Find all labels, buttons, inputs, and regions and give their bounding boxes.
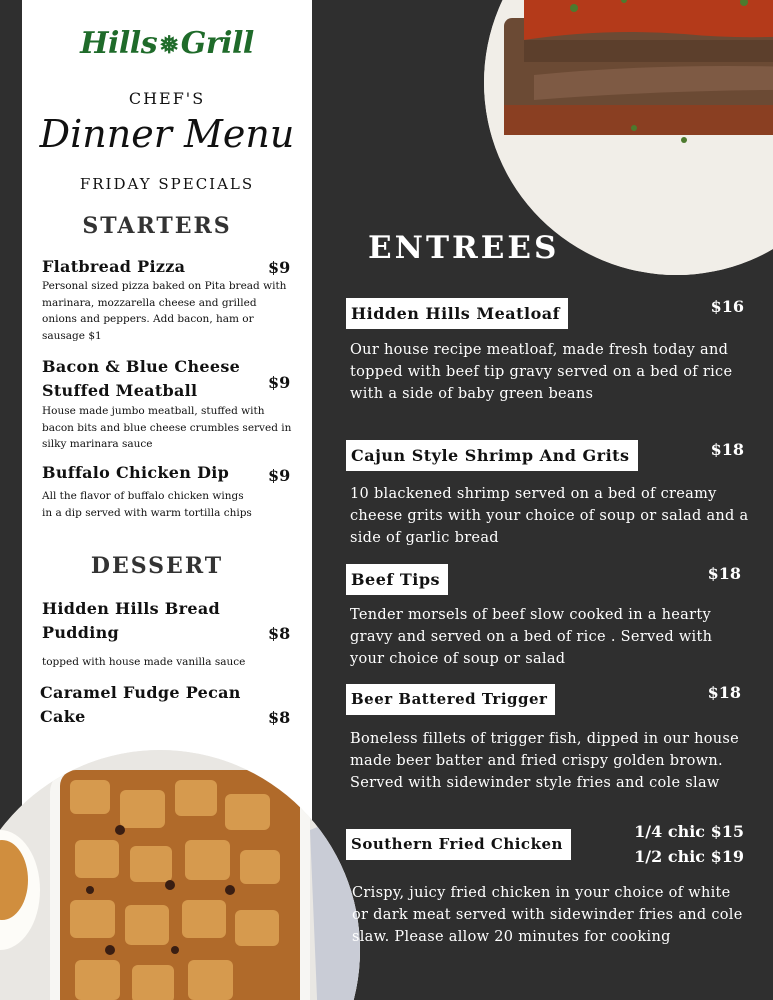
starter-description: Personal sized pizza baked on Pita bread with marinara, mozzarella cheese and grilled onions and peppers. Add bacon, ham or sausage $1 bbox=[42, 280, 287, 342]
entrees-heading: ENTREES bbox=[368, 230, 560, 266]
entree-name: Beef Tips bbox=[346, 564, 448, 595]
entree-price: $16 bbox=[710, 297, 744, 316]
dessert-price: $8 bbox=[268, 708, 291, 727]
entree-description: Crispy, juicy fried chicken in your choice of white or dark meat served with sidewinder fries and cole slaw. Please allow 20 minutes for cooking bbox=[352, 885, 743, 945]
entree-price: $18 bbox=[710, 440, 744, 459]
entree-price-half: 1/2 chic $19 bbox=[634, 847, 744, 866]
starter-price: $9 bbox=[268, 258, 291, 277]
entree-price-quarter: 1/4 chic $15 bbox=[634, 822, 744, 841]
dessert-price: $8 bbox=[268, 624, 291, 643]
dessert-heading: DESSERT bbox=[90, 553, 224, 579]
entree-price: $18 bbox=[707, 564, 741, 583]
entree-price: $18 bbox=[707, 683, 741, 702]
entree-name: Southern Fried Chicken bbox=[346, 829, 571, 860]
dessert-name: Caramel Fudge Pecan Cake bbox=[40, 683, 241, 726]
starter-name: Bacon & Blue Cheese Stuffed Meatball bbox=[42, 357, 241, 400]
entree-description: Our house recipe meatloaf, made fresh today and topped with beef tip gravy served on a bed of rice with a side of baby green beans bbox=[350, 342, 733, 402]
dessert-description: topped with house made vanilla sauce bbox=[42, 656, 246, 668]
starter-price: $9 bbox=[268, 466, 291, 485]
logo-text-left: Hills bbox=[80, 26, 158, 61]
menu-title: Dinner Menu bbox=[39, 112, 295, 156]
maple-leaf-icon: ❅ bbox=[159, 30, 179, 59]
restaurant-logo bbox=[22, 26, 312, 61]
starters-heading: STARTERS bbox=[82, 213, 232, 239]
starter-name: Flatbread Pizza bbox=[42, 257, 186, 276]
starter-price: $9 bbox=[268, 373, 291, 392]
dessert-name: Hidden Hills Bread Pudding bbox=[42, 599, 220, 642]
entree-name: Beer Battered Trigger bbox=[346, 684, 555, 715]
chefs-label: CHEF'S bbox=[128, 89, 206, 108]
starter-description: All the flavor of buffalo chicken wings in a dip served with warm tortilla chips bbox=[42, 490, 252, 519]
logo-text-right: Grill bbox=[180, 26, 254, 61]
entree-name: Hidden Hills Meatloaf bbox=[346, 298, 568, 329]
entree-description: Boneless fillets of trigger fish, dipped in our house made beer batter and fried crispy golden brown. Served with sidewinder style fries and cole slaw bbox=[350, 731, 740, 791]
menu-subtitle: FRIDAY SPECIALS bbox=[79, 175, 255, 193]
starter-name: Buffalo Chicken Dip bbox=[42, 463, 230, 482]
entree-name: Cajun Style Shrimp And Grits bbox=[346, 440, 638, 471]
starter-description: House made jumbo meatball, stuffed with bacon bits and blue cheese crumbles served in silky marinara sauce bbox=[42, 405, 292, 450]
entree-description: 10 blackened shrimp served on a bed of creamy cheese grits with your choice of soup or salad and a side of garlic bread bbox=[350, 486, 749, 546]
entree-description: Tender morsels of beef slow cooked in a hearty gravy and served on a bed of rice . Served with your choice of soup or salad bbox=[350, 607, 713, 667]
